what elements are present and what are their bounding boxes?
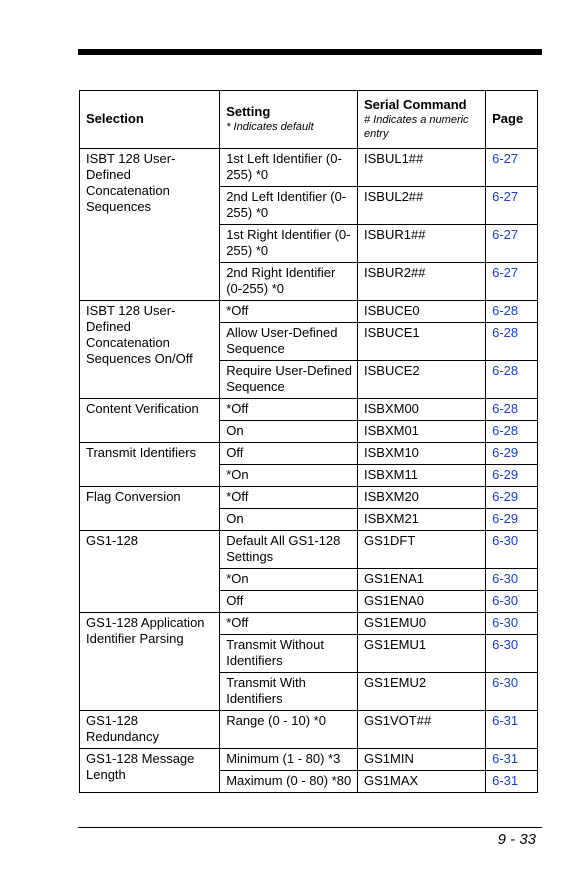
- serial-command-cell: GS1ENA1: [358, 569, 486, 591]
- serial-command-cell: ISBUCE2: [358, 361, 486, 399]
- setting-cell: *On: [220, 465, 358, 487]
- setting-cell: *Off: [220, 399, 358, 421]
- page-link[interactable]: 6-27: [486, 187, 538, 225]
- setting-cell: 1st Right Identifier (0-255) *0: [220, 225, 358, 263]
- serial-command-cell: ISBXM11: [358, 465, 486, 487]
- page-link[interactable]: 6-31: [486, 749, 538, 771]
- table-row: [80, 443, 538, 465]
- table-row: [80, 399, 538, 421]
- setting-cell: 1st Left Identifier (0-255) *0: [220, 149, 358, 187]
- serial-command-cell: ISBXM10: [358, 443, 486, 465]
- serial-command-cell: ISBUCE1: [358, 323, 486, 361]
- table-row: [80, 487, 538, 509]
- bottom-rule: [78, 827, 542, 828]
- serial-command-cell: ISBXM00: [358, 399, 486, 421]
- setting-cell: Default All GS1-128 Settings: [220, 531, 358, 569]
- command-table: [79, 90, 538, 793]
- serial-command-cell: ISBXM21: [358, 509, 486, 531]
- serial-command-cell: GS1MAX: [358, 771, 486, 793]
- serial-command-cell: ISBXM01: [358, 421, 486, 443]
- header-serial-command: [358, 91, 486, 149]
- selection-cell: GS1-128 Message Length: [80, 749, 220, 793]
- page-link[interactable]: 6-30: [486, 569, 538, 591]
- selection-cell: GS1-128 Application Identifier Parsing: [80, 613, 220, 711]
- selection-cell: GS1-128 Redundancy: [80, 711, 220, 749]
- serial-command-cell: ISBUR2##: [358, 263, 486, 301]
- top-rule: [78, 49, 542, 55]
- table-row: [80, 711, 538, 749]
- table-row: [80, 149, 538, 187]
- serial-command-cell: ISBUL2##: [358, 187, 486, 225]
- serial-command-cell: GS1VOT##: [358, 711, 486, 749]
- header-selection: Selection: [80, 91, 220, 149]
- header-page: Page: [486, 91, 538, 149]
- page-link[interactable]: 6-29: [486, 443, 538, 465]
- page-link[interactable]: 6-28: [486, 421, 538, 443]
- table-row: [80, 301, 538, 323]
- setting-cell: 2nd Right Identifier (0-255) *0: [220, 263, 358, 301]
- selection-cell: ISBT 128 User-Defined Concatenation Sequences On/Off: [80, 301, 220, 399]
- setting-cell: *On: [220, 569, 358, 591]
- serial-command-cell: ISBUL1##: [358, 149, 486, 187]
- table-row: [80, 531, 538, 569]
- serial-command-cell: GS1EMU0: [358, 613, 486, 635]
- setting-cell: Off: [220, 591, 358, 613]
- selection-cell: ISBT 128 User-Defined Concatenation Sequences: [80, 149, 220, 301]
- page-link[interactable]: 6-30: [486, 613, 538, 635]
- page-link[interactable]: 6-29: [486, 487, 538, 509]
- page-link[interactable]: 6-31: [486, 771, 538, 793]
- setting-cell: *Off: [220, 301, 358, 323]
- page-link[interactable]: 6-29: [486, 509, 538, 531]
- serial-command-cell: GS1DFT: [358, 531, 486, 569]
- setting-cell: Maximum (0 - 80) *80: [220, 771, 358, 793]
- setting-cell: Off: [220, 443, 358, 465]
- setting-cell: Require User-Defined Sequence: [220, 361, 358, 399]
- serial-command-cell: GS1MIN: [358, 749, 486, 771]
- table-row: [80, 749, 538, 771]
- setting-cell: Transmit With Identifiers: [220, 673, 358, 711]
- page-number: 9 - 33: [497, 831, 536, 848]
- setting-cell: Range (0 - 10) *0: [220, 711, 358, 749]
- setting-cell: Minimum (1 - 80) *3: [220, 749, 358, 771]
- serial-command-cell: ISBXM20: [358, 487, 486, 509]
- header-setting: [220, 91, 358, 149]
- selection-cell: Transmit Identifiers: [80, 443, 220, 487]
- page-link[interactable]: 6-30: [486, 635, 538, 673]
- page-link[interactable]: 6-28: [486, 399, 538, 421]
- header-serial-note: # Indicates a numeric entry: [364, 114, 469, 140]
- table-row: [80, 613, 538, 635]
- page-link[interactable]: 6-30: [486, 591, 538, 613]
- serial-command-cell: GS1EMU2: [358, 673, 486, 711]
- setting-cell: On: [220, 509, 358, 531]
- page-link[interactable]: 6-31: [486, 711, 538, 749]
- serial-command-cell: ISBUCE0: [358, 301, 486, 323]
- page-link[interactable]: 6-28: [486, 301, 538, 323]
- selection-cell: GS1-128: [80, 531, 220, 613]
- page-link[interactable]: 6-30: [486, 673, 538, 711]
- serial-command-cell: GS1ENA0: [358, 591, 486, 613]
- page-link[interactable]: 6-29: [486, 465, 538, 487]
- setting-cell: *Off: [220, 487, 358, 509]
- setting-cell: Transmit Without Identifiers: [220, 635, 358, 673]
- header-setting-label: Setting: [226, 104, 271, 119]
- header-setting-note: * Indicates default: [226, 121, 314, 133]
- page-link[interactable]: 6-27: [486, 263, 538, 301]
- page-link[interactable]: 6-28: [486, 361, 538, 399]
- page-link[interactable]: 6-27: [486, 149, 538, 187]
- page-link[interactable]: 6-30: [486, 531, 538, 569]
- page-link[interactable]: 6-27: [486, 225, 538, 263]
- serial-command-cell: ISBUR1##: [358, 225, 486, 263]
- table-header-row: [80, 91, 538, 149]
- page-link[interactable]: 6-28: [486, 323, 538, 361]
- setting-cell: 2nd Left Identifier (0-255) *0: [220, 187, 358, 225]
- selection-cell: Flag Conversion: [80, 487, 220, 531]
- setting-cell: Allow User-Defined Sequence: [220, 323, 358, 361]
- selection-cell: Content Verification: [80, 399, 220, 443]
- setting-cell: *Off: [220, 613, 358, 635]
- setting-cell: On: [220, 421, 358, 443]
- header-serial-label: Serial Command: [364, 97, 467, 112]
- serial-command-cell: GS1EMU1: [358, 635, 486, 673]
